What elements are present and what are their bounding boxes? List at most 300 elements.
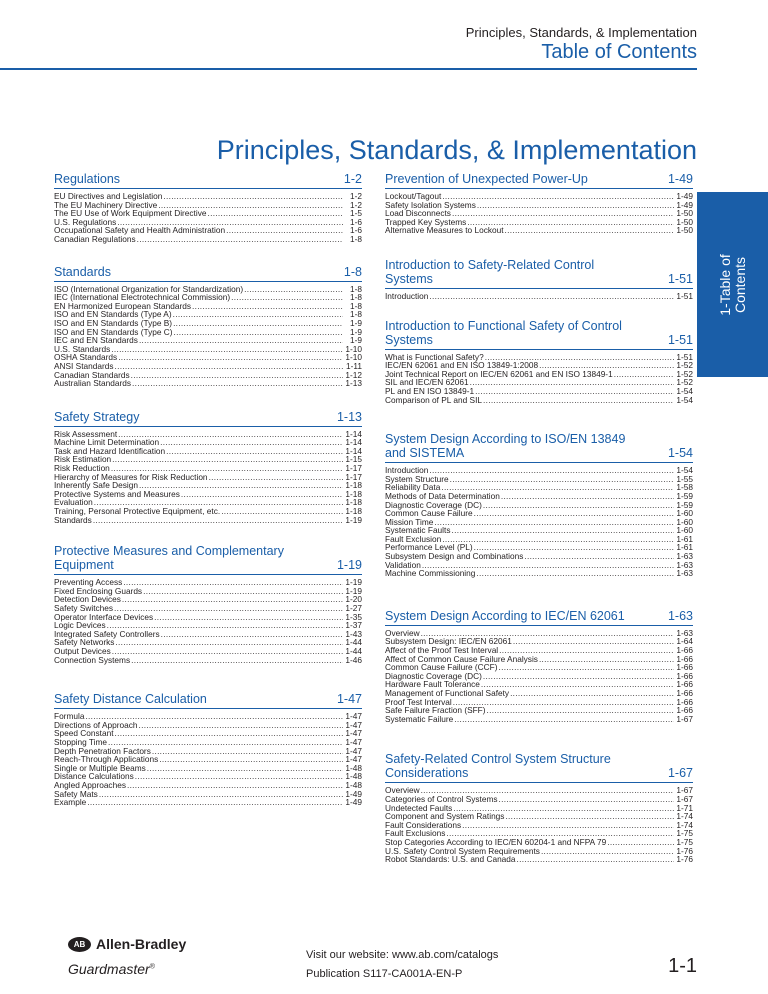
dot-leader bbox=[505, 226, 674, 235]
toc-entry-label: Fault Exclusion bbox=[385, 533, 442, 544]
toc-entry[interactable] bbox=[54, 516, 362, 525]
toc-entry-page: 1-9 bbox=[350, 317, 362, 328]
dot-leader bbox=[173, 319, 343, 328]
toc-entry-page: 1-50 bbox=[676, 225, 693, 236]
dot-leader bbox=[115, 638, 343, 647]
toc-entry-page: 1-27 bbox=[345, 603, 362, 613]
toc-entry-page: 1-47 bbox=[345, 711, 362, 722]
toc-entry-page: 1-54 bbox=[676, 385, 693, 396]
dot-leader bbox=[483, 501, 674, 510]
toc-section bbox=[54, 265, 362, 388]
toc-entry-label: Distance Calculations bbox=[54, 771, 134, 782]
dot-leader bbox=[429, 466, 674, 475]
toc-entry-label: Training, Personal Protective Equipment, etc. bbox=[54, 506, 221, 517]
toc-entry-page: 1-11 bbox=[346, 360, 362, 371]
toc-entry-label: Undetected Faults bbox=[385, 802, 453, 813]
toc-entry-label: Canadian Regulations bbox=[54, 233, 136, 244]
toc-entry-label: Alternative Measures to Lockout bbox=[385, 225, 504, 236]
toc-entry-page: 1-58 bbox=[676, 482, 693, 493]
toc-entry-label: Stopping Time bbox=[54, 736, 108, 747]
dot-leader bbox=[462, 821, 674, 830]
toc-entry-label: EU Directives and Legislation bbox=[54, 191, 163, 201]
page-title: Principles, Standards, & Implementation bbox=[216, 135, 697, 165]
toc-entry-page: 1-2 bbox=[350, 191, 362, 201]
toc-right-column bbox=[385, 172, 693, 864]
toc-entry-page: 1-2 bbox=[350, 199, 362, 210]
toc-entry-page: 1-10 bbox=[345, 352, 362, 363]
toc-entry-page: 1-60 bbox=[676, 525, 693, 536]
toc-entry-label: Methods of Data Determination bbox=[385, 490, 500, 501]
section-heading[interactable] bbox=[385, 432, 693, 463]
toc-entry-label: Output Devices bbox=[54, 645, 111, 656]
toc-entry-page: 1-17 bbox=[345, 471, 362, 482]
section-title: Protective Measures and Complementary Equipment bbox=[54, 544, 284, 573]
toc-entry-label: Comparison of PL and SIL bbox=[385, 394, 483, 405]
toc-entry-label: Performance Level (PL) bbox=[385, 542, 473, 553]
toc-entry-page: 1-66 bbox=[676, 696, 693, 707]
section-heading[interactable] bbox=[54, 172, 362, 189]
dot-leader bbox=[115, 729, 343, 738]
toc-entry-page: 1-8 bbox=[350, 300, 362, 311]
toc-entry-page: 1-76 bbox=[676, 845, 693, 856]
toc-section bbox=[54, 172, 362, 244]
dot-leader bbox=[487, 706, 674, 715]
dot-leader bbox=[470, 378, 674, 387]
toc-section bbox=[385, 172, 693, 235]
section-page: 1-8 bbox=[343, 264, 362, 279]
header-rule bbox=[0, 68, 697, 70]
toc-entry-page: 1-49 bbox=[676, 199, 693, 210]
section-title: Safety-Related Control System Structure Considerations bbox=[385, 752, 611, 781]
dot-leader bbox=[477, 201, 674, 210]
section-heading[interactable] bbox=[54, 692, 362, 709]
toc-entry[interactable] bbox=[385, 715, 693, 724]
dot-leader bbox=[139, 336, 343, 345]
toc-entry-page: 1-74 bbox=[676, 819, 693, 830]
dot-leader bbox=[159, 755, 343, 764]
toc-entry[interactable] bbox=[54, 490, 362, 499]
toc-entry-page: 1-66 bbox=[676, 705, 693, 716]
dot-leader bbox=[475, 387, 674, 396]
toc-entry-label: Preventing Access bbox=[54, 577, 123, 588]
toc-entry-page: 1-51 bbox=[676, 290, 693, 301]
toc-entry-page: 1-52 bbox=[676, 377, 693, 388]
side-tab[interactable] bbox=[697, 192, 768, 377]
toc-entry-label: OSHA Standards bbox=[54, 352, 118, 363]
allen-bradley-name: Allen-Bradley bbox=[96, 936, 187, 952]
toc-entry-label: Systematic Failure bbox=[385, 713, 454, 724]
dot-leader bbox=[118, 353, 343, 362]
toc-entry-label: Robot Standards: U.S. and Canada bbox=[385, 854, 516, 865]
dot-leader bbox=[499, 663, 675, 672]
toc-entry[interactable] bbox=[54, 798, 362, 807]
toc-entry-label: Evaluation bbox=[54, 497, 93, 508]
toc-entry-label: Reliability Data bbox=[385, 482, 441, 493]
toc-section bbox=[385, 752, 693, 863]
toc-entry-label: Common Cause Failure (CCF) bbox=[385, 662, 498, 673]
toc-entry-label: PL and EN ISO 13849-1 bbox=[385, 385, 475, 396]
toc-entry-page: 1-14 bbox=[345, 428, 362, 439]
toc-entry[interactable] bbox=[385, 569, 693, 578]
toc-entry-page: 1-8 bbox=[350, 309, 362, 320]
toc-entry-label: Inherently Safe Design bbox=[54, 480, 138, 491]
toc-entry-page: 1-15 bbox=[345, 454, 362, 465]
toc-entry-label: ANSI Standards bbox=[54, 360, 114, 371]
toc-entry-label: Stop Categories According to IEC/EN 60204-1 and NFPA 79 bbox=[385, 836, 607, 847]
dot-leader bbox=[607, 838, 674, 847]
toc-entry[interactable] bbox=[385, 855, 693, 864]
toc-entry-label: IEC/EN 62061 and EN ISO 13849-1:2008 bbox=[385, 360, 539, 371]
dot-leader bbox=[154, 613, 343, 622]
dot-leader bbox=[614, 370, 674, 379]
toc-entry-label: Machine Limit Determination bbox=[54, 437, 160, 448]
dot-leader bbox=[127, 781, 343, 790]
dot-leader bbox=[474, 509, 674, 518]
dot-leader bbox=[226, 226, 343, 235]
toc-entry-label: Introduction bbox=[385, 465, 429, 476]
dot-leader bbox=[123, 578, 343, 587]
section-title: Safety Strategy bbox=[54, 409, 140, 424]
toc-entry-label: What is Functional Safety? bbox=[385, 351, 484, 362]
toc-entry-page: 1-63 bbox=[676, 559, 693, 570]
toc-entry-label: Canadian Standards bbox=[54, 369, 130, 380]
toc-entry-label: Connection Systems bbox=[54, 654, 131, 665]
toc-entry[interactable] bbox=[54, 379, 362, 388]
dot-leader bbox=[115, 362, 344, 371]
section-title: Prevention of Unexpected Power-Up bbox=[385, 172, 588, 186]
dot-leader bbox=[481, 680, 674, 689]
toc-entry-page: 1-54 bbox=[676, 465, 693, 476]
toc-entry-label: Fault Considerations bbox=[385, 819, 462, 830]
toc-entry-label: Fixed Enclosing Guards bbox=[54, 585, 143, 596]
dot-leader bbox=[454, 715, 674, 724]
toc-entry-label: Diagnostic Coverage (DC) bbox=[385, 499, 482, 510]
toc-entry-label: Hierarchy of Measures for Risk Reduction bbox=[54, 471, 208, 482]
toc-entry-label: Australian Standards bbox=[54, 378, 132, 389]
toc-section bbox=[54, 544, 362, 664]
toc-entry[interactable] bbox=[385, 396, 693, 405]
toc-entry-label: Occupational Safety and Health Administration bbox=[54, 225, 226, 236]
toc-entry-page: 1-48 bbox=[345, 771, 362, 782]
toc-entry-label: Diagnostic Coverage (DC) bbox=[385, 670, 482, 681]
dot-leader bbox=[173, 310, 343, 319]
dot-leader bbox=[152, 747, 343, 756]
toc-entry-label: Common Cause Failure bbox=[385, 508, 473, 519]
toc-entry-page: 1-50 bbox=[676, 208, 693, 219]
guardmaster-text: Guardmaster bbox=[68, 961, 150, 977]
section-title: Introduction to Safety-Related Control Systems bbox=[385, 257, 595, 286]
toc-entry[interactable] bbox=[54, 790, 362, 799]
dot-leader bbox=[209, 473, 343, 482]
dot-leader bbox=[450, 475, 674, 484]
toc-entry-label: Joint Technical Report on IEC/EN 62061 and EN ISO 13849-1 bbox=[385, 368, 613, 379]
section-heading[interactable] bbox=[54, 265, 362, 282]
dot-leader bbox=[442, 192, 674, 201]
toc-entry-page: 1-19 bbox=[345, 585, 362, 596]
toc-entry-label: System Structure bbox=[385, 473, 449, 484]
toc-entry-page: 1-50 bbox=[676, 216, 693, 227]
toc-entry-label: U.S. Regulations bbox=[54, 216, 117, 227]
section-page: 1-51 bbox=[667, 332, 693, 347]
side-tab-line2: Contents bbox=[731, 256, 748, 313]
dot-leader bbox=[442, 535, 674, 544]
toc-entry-page: 1-44 bbox=[345, 637, 362, 648]
toc-entry-page: 1-8 bbox=[350, 292, 362, 303]
section-heading[interactable] bbox=[54, 544, 362, 575]
toc-entry-page: 1-49 bbox=[345, 797, 362, 808]
page-number: 1-1 bbox=[668, 955, 697, 977]
toc-entry-page: 1-18 bbox=[345, 497, 362, 508]
toc-entry-label: Affect of the Proof Test Interval bbox=[385, 645, 499, 656]
toc-entry-page: 1-19 bbox=[345, 514, 362, 525]
toc-entry-label: Machine Commissioning bbox=[385, 568, 476, 579]
toc-entry-label: Logic Devices bbox=[54, 620, 106, 631]
section-page: 1-13 bbox=[336, 409, 362, 424]
section-page: 1-19 bbox=[336, 558, 362, 573]
toc-entry-label: Overview bbox=[385, 627, 420, 638]
dot-leader bbox=[166, 447, 343, 456]
dot-leader bbox=[174, 328, 343, 337]
section-title: Regulations bbox=[54, 172, 121, 186]
toc-entry-page: 1-13 bbox=[345, 378, 362, 389]
toc-entry-label: The EU Machinery Directive bbox=[54, 199, 158, 210]
toc-entry-page: 1-66 bbox=[676, 688, 693, 698]
toc-entry-label: Formula bbox=[54, 711, 85, 722]
toc-entry-page: 1-8 bbox=[350, 283, 362, 294]
dot-leader bbox=[143, 587, 343, 596]
toc-entry-page: 1-59 bbox=[676, 490, 693, 501]
section-page: 1-63 bbox=[667, 608, 693, 623]
dot-leader bbox=[131, 656, 343, 665]
dot-leader bbox=[524, 552, 674, 561]
toc-entry-label: Introduction bbox=[385, 290, 429, 301]
toc-entry-label: Risk Assessment bbox=[54, 428, 118, 439]
toc-entry-page: 1-52 bbox=[676, 360, 693, 371]
section-title: System Design According to ISO/EN 13849 and SISTEMA bbox=[385, 432, 626, 461]
toc-entry-page: 1-14 bbox=[345, 437, 362, 448]
footer-website[interactable]: Visit our website: www.ab.com/catalogs bbox=[306, 949, 499, 961]
toc-entry-label: Integrated Safety Controllers bbox=[54, 628, 160, 639]
toc-entry-page: 1-14 bbox=[345, 445, 362, 456]
toc-entry-label: Directions of Approach bbox=[54, 719, 138, 730]
toc-entry-page: 1-52 bbox=[676, 368, 693, 379]
toc-entry-label: U.S. Standards bbox=[54, 343, 111, 354]
toc-entry-page: 1-66 bbox=[676, 662, 693, 673]
toc-entry-page: 1-63 bbox=[676, 551, 693, 562]
toc-entry-label: Categories of Control Systems bbox=[385, 793, 498, 804]
toc-entry-label: ISO and EN Standards (Type C) bbox=[54, 326, 173, 337]
toc-entry-label: IEC and EN Standards bbox=[54, 335, 138, 346]
dot-leader bbox=[111, 345, 343, 354]
toc-section bbox=[385, 258, 693, 301]
dot-leader bbox=[221, 507, 343, 516]
dot-leader bbox=[147, 764, 343, 773]
toc-entry-label: Hardware Fault Tolerance bbox=[385, 679, 480, 690]
toc-entry-page: 1-47 bbox=[345, 745, 362, 756]
dot-leader bbox=[137, 235, 343, 244]
dot-leader bbox=[112, 455, 343, 464]
toc-entry-page: 1-66 bbox=[676, 670, 693, 681]
toc-entry-page: 1-18 bbox=[345, 488, 362, 499]
section-page: 1-51 bbox=[667, 271, 693, 286]
dot-leader bbox=[160, 438, 343, 447]
toc-entry-page: 1-74 bbox=[676, 811, 693, 822]
toc-entry-page: 1-63 bbox=[676, 568, 693, 579]
toc-entry-label: Single or Multiple Beams bbox=[54, 762, 146, 773]
toc-entry-page: 1-60 bbox=[676, 508, 693, 519]
toc-entry-page: 1-49 bbox=[345, 788, 362, 799]
dot-leader bbox=[483, 396, 674, 405]
section-page: 1-49 bbox=[667, 172, 693, 186]
toc-entry[interactable] bbox=[54, 656, 362, 665]
toc-entry-page: 1-18 bbox=[345, 506, 362, 517]
toc-entry-label: Detection Devices bbox=[54, 594, 121, 605]
toc-entry-page: 1-66 bbox=[676, 645, 693, 656]
toc-entry-page: 1-47 bbox=[345, 736, 362, 747]
dot-leader bbox=[163, 192, 343, 201]
toc-entry-page: 1-17 bbox=[345, 463, 362, 474]
dot-leader bbox=[517, 855, 674, 864]
toc-entry-page: 1-49 bbox=[676, 191, 693, 201]
section-heading[interactable] bbox=[385, 258, 693, 289]
toc-entry-label: SIL and IEC/EN 62061 bbox=[385, 377, 469, 388]
toc-entry-page: 1-66 bbox=[676, 653, 693, 664]
toc-entry-page: 1-6 bbox=[350, 225, 362, 236]
toc-entry-label: Safe Failure Fraction (SFF) bbox=[385, 705, 486, 716]
toc-entry-label: Example bbox=[54, 797, 87, 808]
toc-entry[interactable] bbox=[54, 235, 362, 244]
toc-entry-page: 1-44 bbox=[345, 645, 362, 656]
toc-entry-label: U.S. Safety Control System Requirements bbox=[385, 845, 540, 856]
toc-entry-label: Systematic Faults bbox=[385, 525, 451, 536]
section-heading[interactable] bbox=[385, 172, 693, 189]
toc-entry-label: Protective Systems and Measures bbox=[54, 488, 180, 499]
toc-entry-page: 1-35 bbox=[345, 611, 362, 622]
dot-leader bbox=[99, 790, 343, 799]
toc-entry-label: Operator Interface Devices bbox=[54, 611, 154, 622]
toc-entry-label: Component and System Ratings bbox=[385, 811, 505, 822]
toc-entry-page: 1-20 bbox=[345, 594, 362, 605]
guardmaster-registered-mark: ® bbox=[149, 963, 155, 971]
toc-entry-label: IEC (International Electrotechnical Commission) bbox=[54, 292, 231, 303]
toc-entry-label: Fault Exclusions bbox=[385, 828, 446, 839]
dot-leader bbox=[429, 292, 674, 301]
toc-entry-page: 1-55 bbox=[676, 473, 693, 484]
toc-entry-label: Reach-Through Applications bbox=[54, 754, 159, 765]
toc-entry-page: 1-48 bbox=[345, 762, 362, 773]
toc-entry-label: Subsystem Design: IEC/EN 62061 bbox=[385, 636, 512, 647]
section-heading[interactable] bbox=[385, 609, 693, 626]
toc-entry-page: 1-48 bbox=[345, 779, 362, 790]
toc-entry-label: Risk Estimation bbox=[54, 454, 112, 465]
toc-entry-page: 1-47 bbox=[345, 754, 362, 765]
toc-entry-page: 1-18 bbox=[345, 480, 362, 491]
toc-entry-page: 1-51 bbox=[676, 351, 693, 362]
toc-entry-label: ISO (International Organization for Standardization) bbox=[54, 283, 244, 294]
toc-entry-page: 1-19 bbox=[345, 577, 362, 588]
toc-section bbox=[385, 319, 693, 405]
dot-leader bbox=[135, 772, 343, 781]
toc-entry-page: 1-61 bbox=[676, 542, 693, 553]
section-heading[interactable] bbox=[385, 752, 693, 783]
dot-leader bbox=[541, 847, 674, 856]
toc-entry-page: 1-75 bbox=[676, 836, 693, 847]
dot-leader bbox=[434, 518, 674, 527]
toc-entry-label: Mission Time bbox=[385, 516, 434, 527]
toc-entry-page: 1-59 bbox=[676, 499, 693, 510]
toc-entry-label: Safety Mats bbox=[54, 788, 98, 799]
toc-entry-page: 1-64 bbox=[676, 636, 693, 647]
toc-entry[interactable] bbox=[385, 552, 693, 561]
toc-entry-label: Task and Hazard Identification bbox=[54, 445, 166, 456]
toc-entry-page: 1-63 bbox=[676, 627, 693, 638]
toc-entry-page: 1-67 bbox=[676, 713, 693, 724]
dot-leader bbox=[451, 526, 674, 535]
section-page: 1-54 bbox=[667, 446, 693, 461]
toc-section bbox=[385, 609, 693, 724]
toc-entry[interactable] bbox=[385, 292, 693, 301]
toc-entry-page: 1-47 bbox=[345, 728, 362, 739]
dot-leader bbox=[112, 647, 343, 656]
guardmaster-name bbox=[68, 961, 155, 977]
toc-entry-label: Affect of Common Cause Failure Analysis bbox=[385, 653, 538, 664]
dot-leader bbox=[87, 798, 343, 807]
dot-leader bbox=[192, 302, 343, 311]
toc-section bbox=[54, 692, 362, 807]
dot-leader bbox=[539, 655, 674, 664]
toc-entry-page: 1-47 bbox=[345, 719, 362, 730]
toc-entry-page: 1-61 bbox=[676, 533, 693, 544]
dot-leader bbox=[483, 672, 674, 681]
section-title: Safety Distance Calculation bbox=[54, 692, 207, 707]
toc-entry-page: 1-71 bbox=[676, 802, 693, 813]
section-heading[interactable] bbox=[54, 410, 362, 427]
toc-entry-page: 1-67 bbox=[676, 785, 693, 796]
section-page: 1-47 bbox=[336, 692, 362, 707]
dot-leader bbox=[499, 795, 674, 804]
toc-entry-page: 1-67 bbox=[676, 793, 693, 804]
toc-section bbox=[385, 432, 693, 578]
toc-entry[interactable] bbox=[385, 226, 693, 235]
dot-leader bbox=[510, 689, 674, 698]
dot-leader bbox=[138, 721, 343, 730]
brand-logos bbox=[68, 936, 198, 986]
toc-entry-page: 1-66 bbox=[676, 679, 693, 690]
dot-leader bbox=[93, 516, 343, 525]
side-tab-label bbox=[718, 254, 748, 315]
toc-section bbox=[54, 410, 362, 525]
toc-entry-page: 1-54 bbox=[676, 394, 693, 405]
toc-entry-page: 1-12 bbox=[345, 369, 362, 380]
toc-entry[interactable] bbox=[54, 781, 362, 790]
toc-entry-page: 1-75 bbox=[676, 828, 693, 839]
toc-entry-label: EN Harmonized European Standards bbox=[54, 300, 191, 311]
section-title: Standards bbox=[54, 264, 111, 279]
toc-entry-page: 1-9 bbox=[350, 326, 362, 337]
dot-leader bbox=[501, 492, 674, 501]
dot-leader bbox=[244, 285, 343, 294]
toc-entry-label: Load Disconnects bbox=[385, 208, 451, 219]
toc-entry-page: 1-60 bbox=[676, 516, 693, 527]
section-heading[interactable] bbox=[385, 319, 693, 350]
dot-leader bbox=[505, 812, 674, 821]
toc-entry-label: Validation bbox=[385, 559, 421, 570]
dot-leader bbox=[181, 490, 343, 499]
toc-entry-page: 1-8 bbox=[350, 233, 362, 244]
toc-entry[interactable] bbox=[54, 507, 362, 516]
dot-leader bbox=[207, 209, 343, 218]
toc-entry-label: Subsystem Design and Combinations bbox=[385, 551, 524, 562]
